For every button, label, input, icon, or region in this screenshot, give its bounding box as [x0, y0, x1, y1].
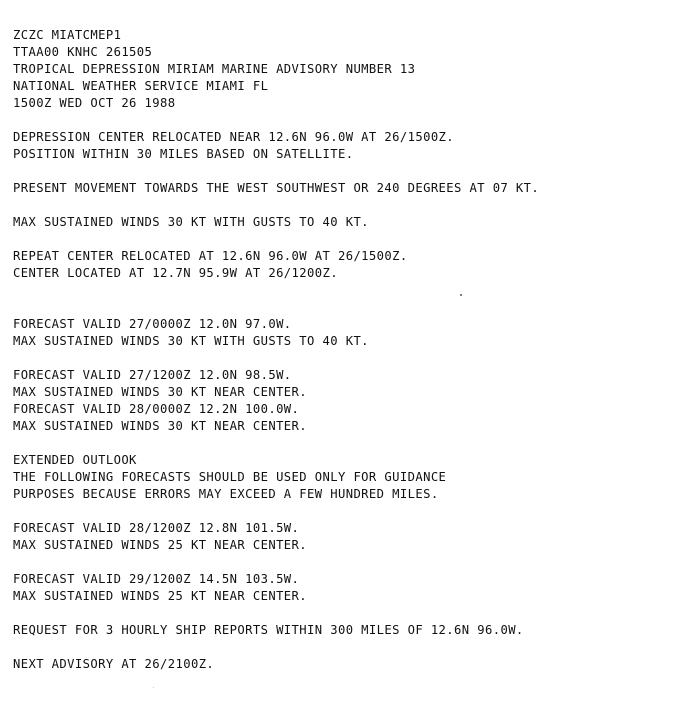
header-line: ZCZC MIATCMEP1 [13, 28, 122, 42]
text-line: FORECAST VALID 27/1200Z 12.0N 98.5W. [13, 368, 292, 382]
advisory-document [13, 27, 690, 690]
forecast-block [13, 571, 690, 605]
text-line: MAX SUSTAINED WINDS 30 KT WITH GUSTS TO 40 KT. [13, 215, 369, 229]
text-line: POSITION WITHIN 30 MILES BASED ON SATELLITE. [13, 147, 354, 161]
forecast-block [13, 520, 690, 554]
text-line: CENTER LOCATED AT 12.7N 95.9W AT 26/1200Z. [13, 266, 338, 280]
forecast-block [13, 316, 690, 350]
text-line: FORECAST VALID 28/1200Z 12.8N 101.5W. [13, 521, 300, 535]
scan-speck [153, 687, 154, 688]
relocation-block [13, 129, 690, 163]
text-line: REQUEST FOR 3 HOURLY SHIP REPORTS WITHIN 300 MILES OF 12.6N 96.0W. [13, 623, 524, 637]
issuing-office: NATIONAL WEATHER SERVICE MIAMI FL [13, 79, 269, 93]
text-line: NEXT ADVISORY AT 26/2100Z. [13, 657, 215, 671]
extended-outlook-block [13, 452, 690, 503]
text-line: REPEAT CENTER RELOCATED AT 12.6N 96.0W AT 26/1500Z. [13, 249, 408, 263]
scan-speck [460, 294, 462, 296]
text-line: MAX SUSTAINED WINDS 25 KT NEAR CENTER. [13, 589, 308, 603]
text-line: PRESENT MOVEMENT TOWARDS THE WEST SOUTHWEST OR 240 DEGREES AT 07 KT. [13, 181, 540, 195]
text-line: FORECAST VALID 28/0000Z 12.2N 100.0W. [13, 402, 300, 416]
text-line: FORECAST VALID 27/0000Z 12.0N 97.0W. [13, 317, 292, 331]
repeat-block [13, 248, 690, 282]
forecast-block [13, 367, 690, 435]
section-heading: EXTENDED OUTLOOK [13, 453, 137, 467]
ship-request-block [13, 622, 690, 639]
header-line: TTAA00 KNHC 261505 [13, 45, 153, 59]
text-line: THE FOLLOWING FORECASTS SHOULD BE USED ONLY FOR GUIDANCE [13, 470, 447, 484]
text-line: MAX SUSTAINED WINDS 30 KT NEAR CENTER. [13, 419, 308, 433]
movement-block [13, 180, 690, 197]
text-line: MAX SUSTAINED WINDS 25 KT NEAR CENTER. [13, 538, 308, 552]
advisory-title: TROPICAL DEPRESSION MIRIAM MARINE ADVISORY NUMBER 13 [13, 62, 416, 76]
header-block [13, 27, 690, 112]
next-advisory-block [13, 656, 690, 673]
winds-block [13, 214, 690, 231]
text-line: FORECAST VALID 29/1200Z 14.5N 103.5W. [13, 572, 300, 586]
text-line: DEPRESSION CENTER RELOCATED NEAR 12.6N 96.0W AT 26/1500Z. [13, 130, 455, 144]
text-line: MAX SUSTAINED WINDS 30 KT WITH GUSTS TO 40 KT. [13, 334, 369, 348]
text-line: PURPOSES BECAUSE ERRORS MAY EXCEED A FEW HUNDRED MILES. [13, 487, 439, 501]
issue-time: 1500Z WED OCT 26 1988 [13, 96, 176, 110]
text-line: MAX SUSTAINED WINDS 30 KT NEAR CENTER. [13, 385, 308, 399]
